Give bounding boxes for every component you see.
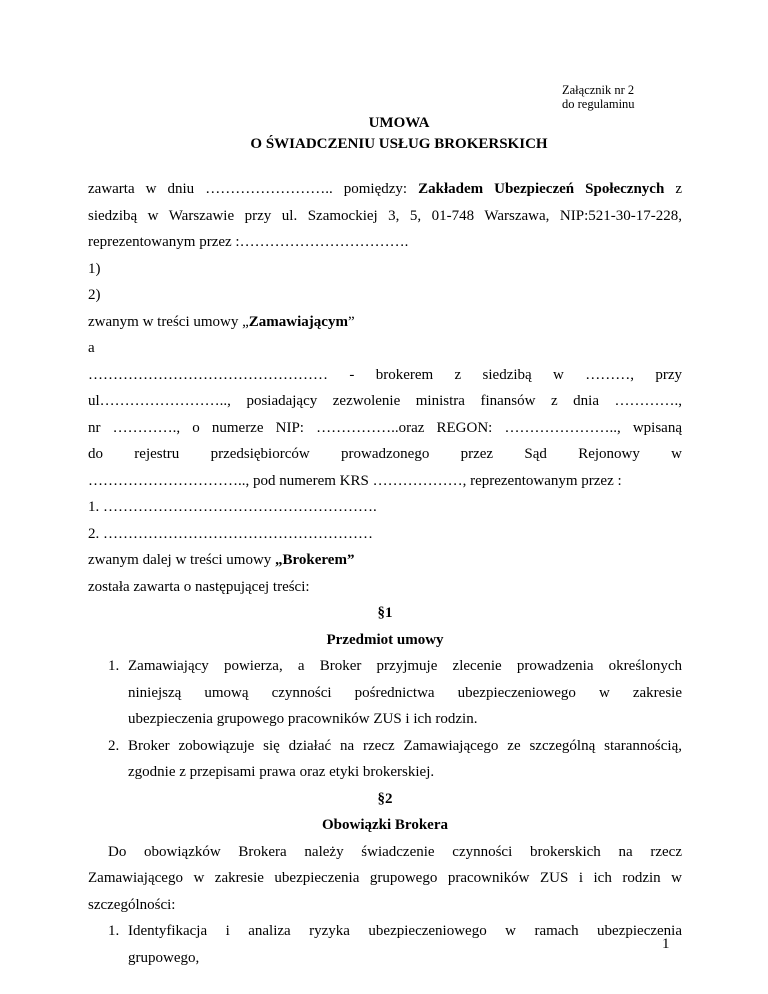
section-1-item-1: 1. Zamawiający powierza, a Broker przyjmuje zlecenie prowadzenia określonych [108,658,682,674]
intro-line-4: 1) [88,260,101,277]
annex-line-1: Załącznik nr 2 [562,83,635,97]
broker-line-9: została zawarta o następującej treści: [88,578,310,595]
section-2-item-1: 1. Identyfikacja i analiza ryzyka ubezpieczeniowego w ramach ubezpieczenia [108,923,682,939]
intro-line-6: zwanym w treści umowy „Zamawiającym” [88,313,355,330]
section-2-item-1-cont: grupowego, [128,949,200,966]
broker-line-3: nr …………., o numerze NIP: ……………..oraz REGON: ………………….., wpisaną [88,419,682,436]
section-1-heading: Przedmiot umowy [326,631,444,648]
section-1-item-2-cont: zgodnie z przepisami prawa oraz etyki brokerskiej. [128,764,435,780]
intro-line-3: reprezentowanym przez :……………………………. [88,234,409,250]
section-2-mark: §2 [377,790,393,807]
section-1-mark: §1 [377,605,393,621]
broker-line-1: ………………………………………… - brokerem z siedzibą w ………, przy [88,366,682,383]
section-2-lead-line: szczególności: [88,896,176,913]
section-2-lead-line: Zamawiającego w zakresie ubezpieczenia grupowego pracowników ZUS i ich rodzin w [88,870,682,886]
broker-line-2: ul…………………….., posiadający zezwolenie ministra finansów z dnia …………., [88,393,682,409]
section-2-lead-line: Do obowiązków Brokera należy świadczenie czynności brokerskich na rzecz [108,843,682,860]
document-title: UMOWA [368,115,430,131]
section-1-item-2: 2. Broker zobowiązuje się działać na rzecz Zamawiającego ze szczególną starannością, [108,737,682,754]
annex-note [562,83,635,111]
annex-line-2: do regulaminu [562,97,635,111]
section-2-heading: Obowiązki Brokera [322,817,448,833]
contract-body [88,176,682,971]
broker-line-5: ………………………….., pod numerem KRS ………………, reprezentowanym przez : [88,472,622,489]
intro-line-2: siedzibą w Warszawie przy ul. Szamockiej 3, 5, 01-748 Warszawa, NIP:521-30-17-228, [88,207,682,224]
broker-line-4: do rejestru przedsiębiorców prowadzonego przez Sąd Rejonowy w [88,446,682,462]
intro-line-1: zawarta w dniu …………………….. pomiędzy: Zakładem Ubezpieczeń Społecznych z [88,181,682,197]
section-1-item-1-cont: niniejszą umową czynności pośrednictwa ubezpieczeniowego w zakresie [128,684,682,701]
broker-line-8: zwanym dalej w treści umowy „Brokerem” [88,552,355,568]
broker-line-6: 1. ………………………………………………. [88,499,377,515]
page-number: 1 [662,936,670,952]
broker-line-7: 2. ……………………………………………… [88,525,373,542]
intro-line-7: a [88,340,95,356]
section-1-item-1-cont: ubezpieczenia grupowego pracowników ZUS i ich rodzin. [128,711,478,727]
intro-line-5: 2) [88,287,101,303]
document-subtitle: O ŚWIADCZENIU USŁUG BROKERSKICH [250,136,548,152]
